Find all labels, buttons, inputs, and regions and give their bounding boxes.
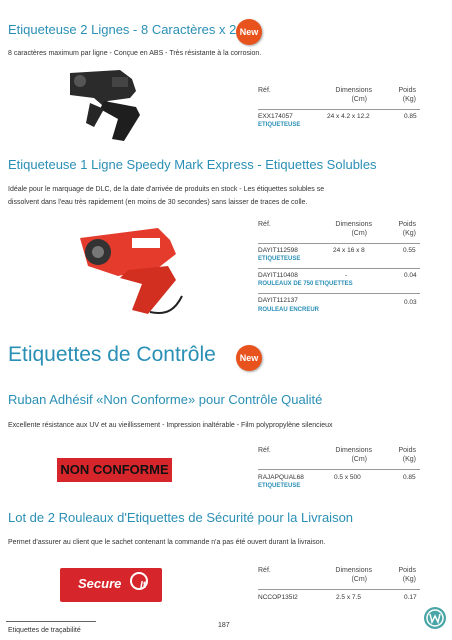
- dim-value: 24 x 16 x 8: [333, 247, 365, 254]
- poids-value: 0.03: [404, 299, 417, 306]
- col-poids-unit: (Kg): [402, 576, 416, 583]
- ref-value: DAYIT112137: [258, 297, 298, 304]
- divider: [258, 293, 420, 294]
- ref-sublabel: ROULEAUX DE 750 ETIQUETTES: [258, 281, 353, 287]
- col-dim-unit: (Cm): [351, 230, 367, 237]
- secure-text: Secure: [78, 576, 122, 591]
- divider: [258, 469, 420, 470]
- ref-value: EXX174057: [258, 113, 293, 120]
- section-title: Lot de 2 Rouleaux d'Etiquettes de Sécurité pour la Livraison: [8, 510, 354, 525]
- poids-value: 0.85: [403, 474, 416, 481]
- labeler-image: [58, 220, 188, 320]
- brand-logo-icon: [423, 606, 447, 630]
- col-dim-unit: (Cm): [351, 576, 367, 583]
- secure-it-label-image: [60, 568, 162, 602]
- poids-value: 0.55: [403, 247, 416, 254]
- col-dim: Dimensions: [335, 567, 372, 574]
- col-ref: Réf.: [258, 567, 271, 574]
- poids-value: 0.85: [404, 113, 417, 120]
- col-ref: Réf.: [258, 221, 271, 228]
- col-poids-unit: (Kg): [402, 230, 416, 237]
- poids-value: 0.17: [404, 594, 417, 601]
- section-title: Ruban Adhésif «Non Conforme» pour Contrôle Qualité: [8, 392, 323, 407]
- section-description: Idéale pour le marquage de DLC, de la date d'arrivée de produits en stock - Les étiquettes solubles se: [8, 186, 325, 193]
- dim-value: -: [345, 272, 348, 279]
- footer-label: Etiquettes de traçabilité: [8, 627, 81, 634]
- divider: [258, 243, 420, 244]
- divider: [258, 268, 420, 269]
- section-description: 8 caractères maximum par ligne - Conçue en ABS - Très résistante à la corrosion.: [8, 50, 262, 57]
- page-number: 187: [218, 622, 230, 629]
- it-text: It: [140, 580, 147, 591]
- ref-value: NCCOP135I2: [258, 594, 298, 601]
- section-title: Etiqueteuse 2 Lignes - 8 Caractères x 2: [8, 22, 237, 37]
- col-ref: Réf.: [258, 447, 271, 454]
- ref-sublabel: ETIQUETEUSE: [258, 256, 301, 262]
- ref-sublabel: ETIQUETEUSE: [258, 483, 301, 489]
- new-badge: New: [236, 19, 262, 45]
- ref-value: DAYIT110408: [258, 272, 298, 279]
- col-poids-unit: (Kg): [402, 456, 416, 463]
- dim-value: 2.5 x 7.5: [336, 594, 361, 601]
- ref-sublabel: ROULEAU ENCREUR: [258, 307, 320, 313]
- section-description: Permet d'assurer au client que le sachet contenant la commande n'a pas été ouvert durant la livraison.: [8, 539, 326, 546]
- new-badge: New: [236, 345, 262, 371]
- col-poids: Poids: [398, 87, 416, 94]
- ref-value: RAJAPQUAL68: [258, 474, 304, 481]
- section-description: Excellente résistance aux UV et au vieillissement - Impression inaltérable - Film polypropylène silencieux: [8, 422, 333, 429]
- category-title: Etiquettes de Contrôle: [8, 343, 216, 366]
- col-poids: Poids: [398, 567, 416, 574]
- col-dim-unit: (Cm): [351, 456, 367, 463]
- dim-value: 24 x 4.2 x 12.2: [327, 113, 370, 120]
- col-poids: Poids: [398, 447, 416, 454]
- col-poids-unit: (Kg): [402, 96, 416, 103]
- section-description: dissolvent dans l'eau très rapidement (en moins de 30 secondes) sans laisser de traces de colle.: [8, 199, 308, 206]
- footer-rule: [6, 621, 96, 622]
- ref-value: DAYIT112598: [258, 247, 298, 254]
- col-poids: Poids: [398, 221, 416, 228]
- col-dim: Dimensions: [335, 447, 372, 454]
- col-dim: Dimensions: [335, 221, 372, 228]
- poids-value: 0.04: [404, 272, 417, 279]
- dim-value: 0.5 x 500: [334, 474, 361, 481]
- col-dim-unit: (Cm): [351, 96, 367, 103]
- col-ref: Réf.: [258, 87, 271, 94]
- non-conforme-tape-image: NON CONFORME: [57, 458, 172, 482]
- divider: [258, 589, 420, 590]
- ref-sublabel: ETIQUETEUSE: [258, 122, 301, 128]
- col-dim: Dimensions: [335, 87, 372, 94]
- divider: [258, 109, 420, 110]
- section-title: Etiqueteuse 1 Ligne Speedy Mark Express - Etiquettes Solubles: [8, 157, 377, 172]
- labeler-image: [50, 65, 160, 145]
